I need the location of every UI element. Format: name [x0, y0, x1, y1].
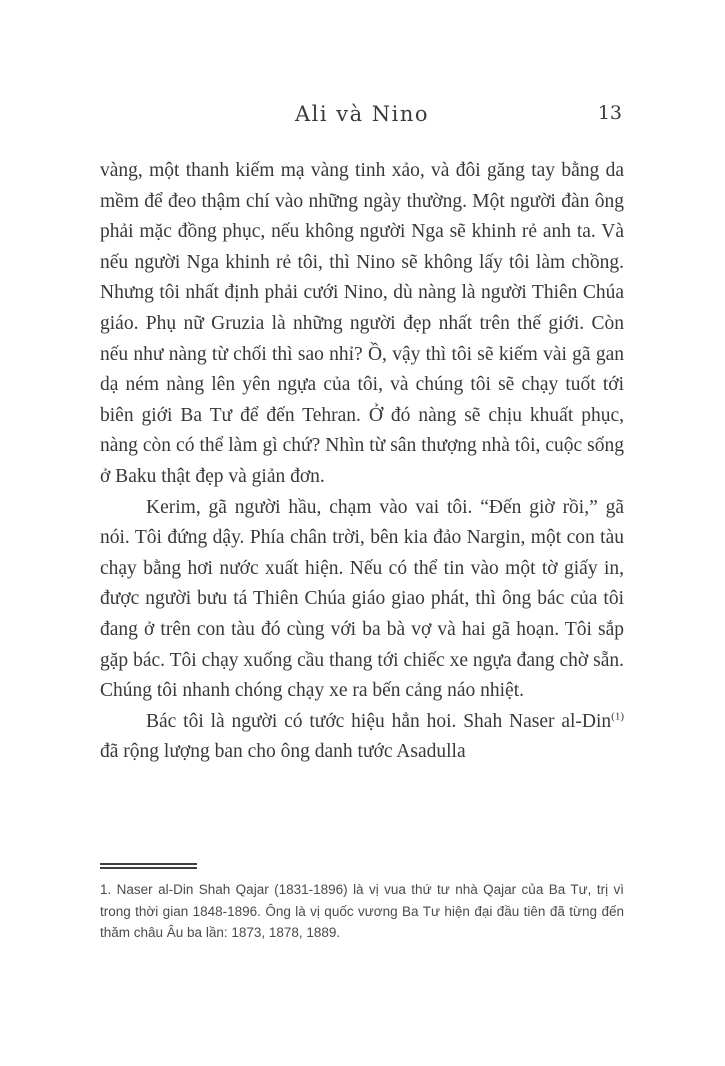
- paragraph-3-text-cont: đã rộng lượng ban cho ông danh tước Asadulla: [100, 741, 466, 763]
- page-number: 13: [597, 102, 622, 124]
- paragraph-1: vàng, một thanh kiếm mạ vàng tinh xảo, và đôi găng tay bằng da mềm để đeo thậm chí vào những ngày thường. Một người đàn ông phải mặc đồng phục, nếu không người Nga sẽ khinh rẻ anh ta. Và nếu người Nga khinh rẻ tôi, thì Nino sẽ không lấy tôi làm chồng. Nhưng tôi nhất định phải cưới Nino, dù nàng là người Thiên Chúa giáo. Phụ nữ Gruzia là những người đẹp nhất trên thế giới. Còn nếu như nàng từ chối thì sao nhỉ? Ồ, vậy thì tôi sẽ kiếm vài gã gan dạ ném nàng lên yên ngựa của tôi, và chúng tôi sẽ chạy tuốt tới biên giới Ba Tư để đến Tehran. Ở đó nàng sẽ chịu khuất phục, nàng còn có thể làm gì chứ? Nhìn từ sân thượng nhà tôi, cuộc sống ở Baku thật đẹp và giản đơn.: [100, 160, 624, 487]
- running-title: Ali và Nino: [294, 102, 430, 126]
- footnote-text: 1. Naser al-Din Shah Qajar (1831-1896) là vị vua thứ tư nhà Qajar của Ba Tư, trị vì trong thời gian 1848-1896. Ông là vị quốc vương Ba Tư hiện đại đầu tiên đã từng đến thăm châu Âu ba lần: 1873, 1878, 1889.: [100, 882, 624, 940]
- body-text: [100, 156, 624, 768]
- page-header: [100, 102, 624, 126]
- footnote-marker: (1): [611, 710, 624, 723]
- footnote-area: [100, 863, 624, 944]
- paragraph-3-text: Bác tôi là người có tước hiệu hẳn hoi. Shah Naser al-Din: [146, 710, 612, 732]
- paragraph-2: Kerim, gã người hầu, chạm vào vai tôi. “Đến giờ rồi,” gã nói. Tôi đứng dậy. Phía chân trời, bên kia đảo Nargin, một con tàu chạy bằng hơi nước xuất hiện. Nếu có thể tin vào một tờ giấy in, được người bưu tá Thiên Chúa giáo giao phát, thì ông bác của tôi đang ở trên con tàu đó cùng với ba bà vợ và hai gã hoạn. Tôi sắp gặp bác. Tôi chạy xuống cầu thang tới chiếc xe ngựa đang chờ sẵn. Chúng tôi nhanh chóng chạy xe ra bến cảng náo nhiệt.: [100, 496, 624, 702]
- paragraph-3: [100, 707, 624, 768]
- footnote-separator: [100, 863, 197, 869]
